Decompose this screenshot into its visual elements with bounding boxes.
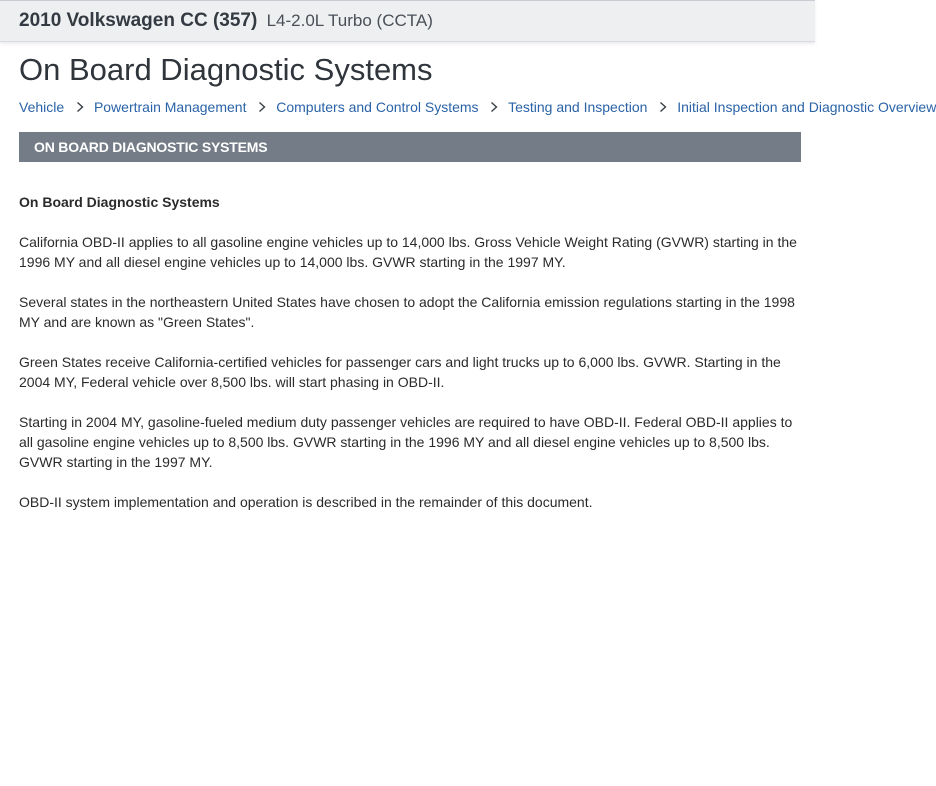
breadcrumb-item-initial-inspection[interactable]: Initial Inspection and Diagnostic Overview [677, 99, 936, 115]
page-title: On Board Diagnostic Systems [19, 52, 433, 87]
content-paragraph: Starting in 2004 MY, gasoline-fueled medium duty passenger vehicles are required to have OBD-II. Federal OBD-II applies to all gasoline engine vehicles up to 8,500 lbs. GVWR starting in the 1996 MY and all diesel engine vehicles up to 8,500 lbs. GVWR starting in the 1997 MY. [19, 414, 793, 470]
breadcrumb-item-testing-inspection[interactable]: Testing and Inspection [508, 99, 648, 115]
vehicle-header-bar [0, 0, 815, 42]
vehicle-title [19, 10, 433, 32]
breadcrumb-item-powertrain-management[interactable]: Powertrain Management [93, 99, 247, 115]
content-subheading: On Board Diagnostic Systems [19, 194, 220, 210]
content-paragraph: Several states in the northeastern United States have chosen to adopt the California emission regulations starting in the 1998 MY and are known as "Green States". [19, 294, 795, 330]
content-paragraph: Green States receive California-certified vehicles for passenger cars and light trucks up to 6,000 lbs. GVWR. Starting in the 2004 MY, Federal vehicle over 8,500 lbs. will start phasing in OBD-II. [19, 354, 781, 390]
vehicle-name: 2010 Volkswagen CC (357) [19, 10, 258, 31]
breadcrumb-item-computers-control-systems[interactable]: Computers and Control Systems [276, 99, 479, 115]
breadcrumb-item-vehicle[interactable]: Vehicle [19, 99, 65, 115]
content-paragraph: OBD-II system implementation and operation is described in the remainder of this document. [19, 494, 593, 510]
chevron-right-icon [488, 101, 500, 113]
article-content [19, 192, 804, 532]
chevron-right-icon [256, 101, 268, 113]
vehicle-engine: L4-2.0L Turbo (CCTA) [266, 11, 433, 30]
breadcrumb [19, 98, 936, 118]
chevron-right-icon [74, 101, 86, 113]
chevron-right-icon [657, 101, 669, 113]
content-paragraph: California OBD-II applies to all gasoline engine vehicles up to 14,000 lbs. Gross Vehicle Weight Rating (GVWR) starting in the 1996 MY and all diesel engine vehicles up to 14,000 lbs. GVWR starting in the 1997 MY. [19, 234, 797, 270]
section-header: ON BOARD DIAGNOSTIC SYSTEMS [19, 132, 801, 162]
